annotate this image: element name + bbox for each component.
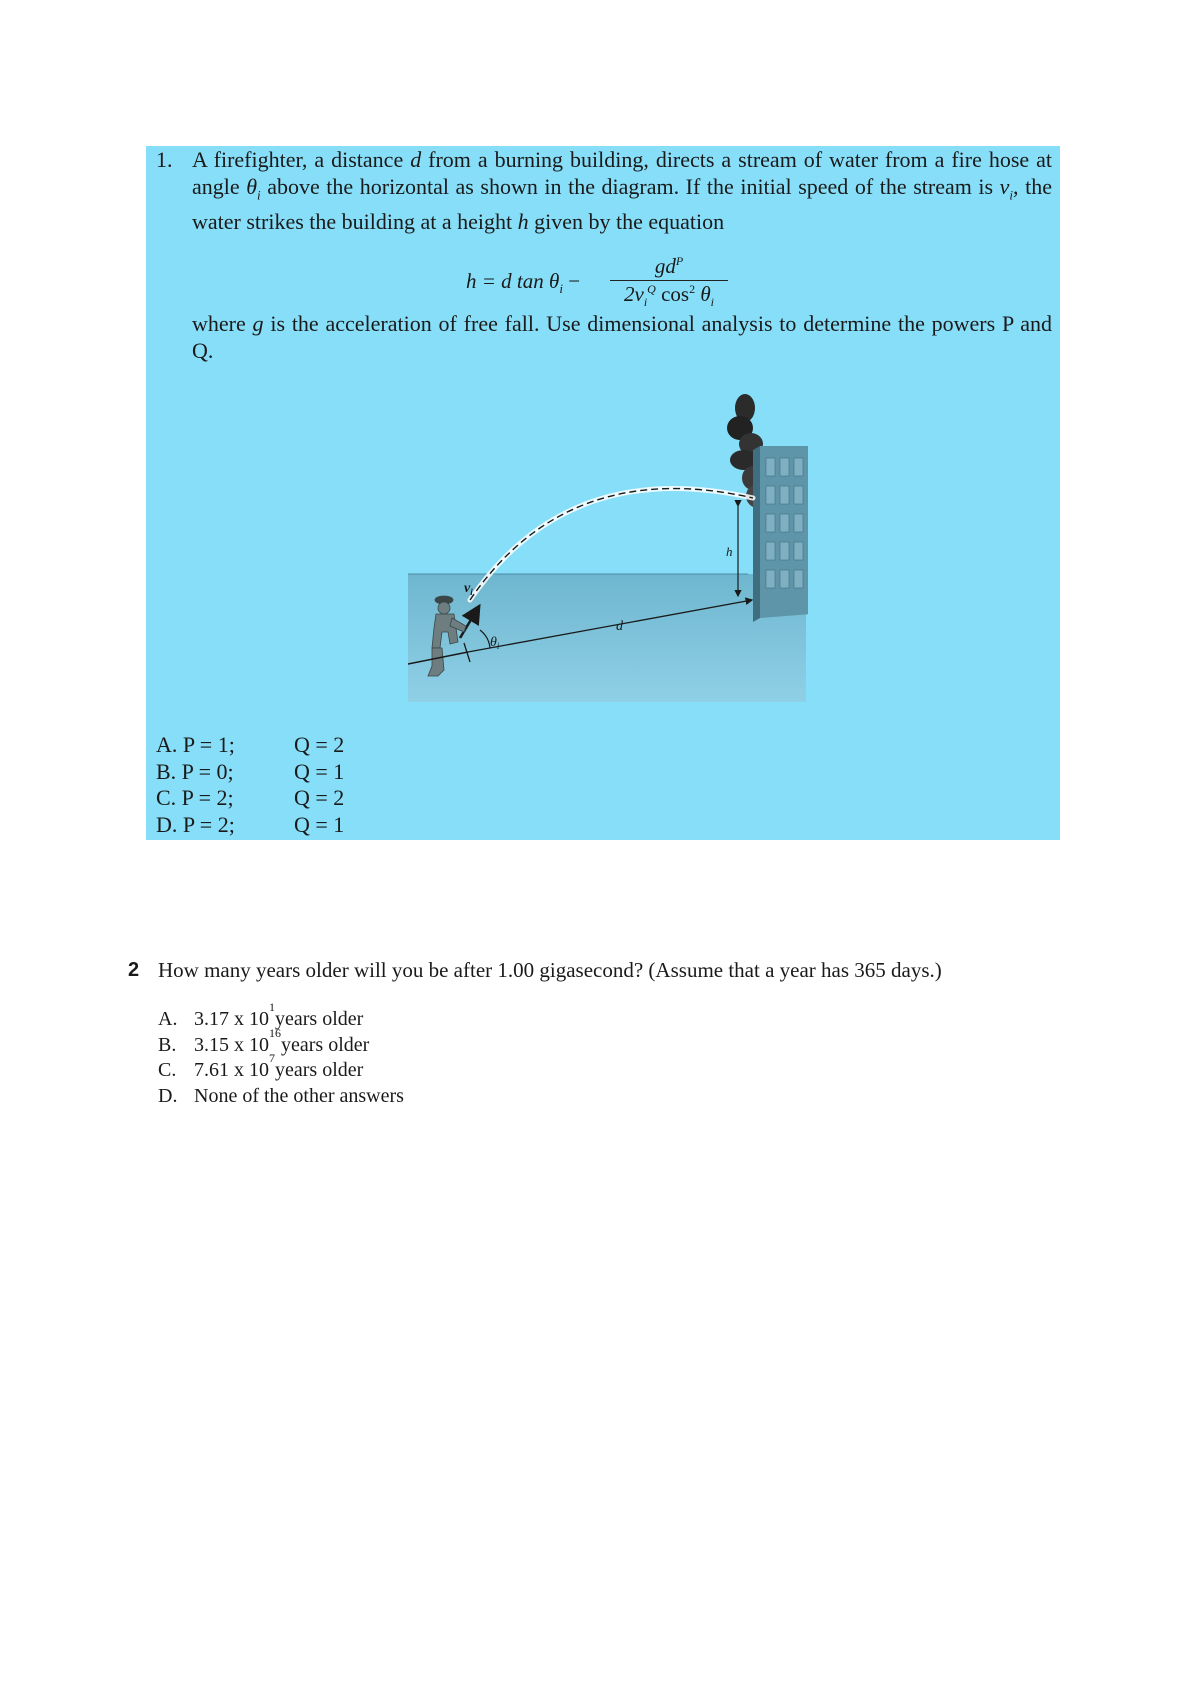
question-1-number: 1.: [156, 147, 173, 172]
answer-option: C. P = 2; Q = 2: [156, 785, 345, 810]
question-2-answers: [158, 1000, 404, 1109]
answer-option: B. 3.15 x 10 16 years older: [158, 1025, 370, 1056]
answer-option: B. P = 0; Q = 1: [156, 758, 345, 784]
answer-option: D. P = 2; Q = 1: [156, 811, 345, 837]
building: [753, 446, 808, 622]
firefighter-diagram: [408, 386, 808, 716]
label-distance: d: [616, 619, 623, 634]
equation: h = d $\tan \theta_i$ − $gd^P$ $2v_i^Q$ $\cos^2 \theta_i$: [466, 252, 866, 312]
answer-option: C. 7.61 x 10 7 years older: [158, 1051, 364, 1081]
label-angle: $\theta_i$: [490, 635, 500, 651]
answer-option: D. None of the other answers: [158, 1084, 404, 1107]
question-1-instruction: where g is the acceleration of free fall. Use dimensional analysis to determine the powers P and Q.: [192, 311, 1052, 363]
label-velocity: $v_i$: [464, 581, 473, 597]
question-2-text: How many years older will you be after 1.00 gigasecond? (Assume that a year has 365 days.): [158, 958, 942, 982]
question-1-answers: [156, 732, 344, 838]
label-height: h: [726, 544, 733, 559]
equation-fraction: $gd^P$ $2v_i^Q$ $\cos^2 \theta_i$: [610, 252, 728, 307]
answer-option: A. P = 1; Q = 2: [156, 732, 345, 757]
question-2-number: 2: [128, 959, 140, 981]
question-1-block: [146, 146, 1060, 840]
question-1-text: A firefighter, a distance d from a burning building, directs a stream of water from a fire hose at angle $\theta_i$ above the horizontal as shown in the diagram. If the initial speed of the stream is $v_i$, the water strikes the building at a height h given by the equation: [192, 147, 1053, 235]
answer-option: A. 3.17 x 10 1 years older: [158, 1000, 364, 1030]
